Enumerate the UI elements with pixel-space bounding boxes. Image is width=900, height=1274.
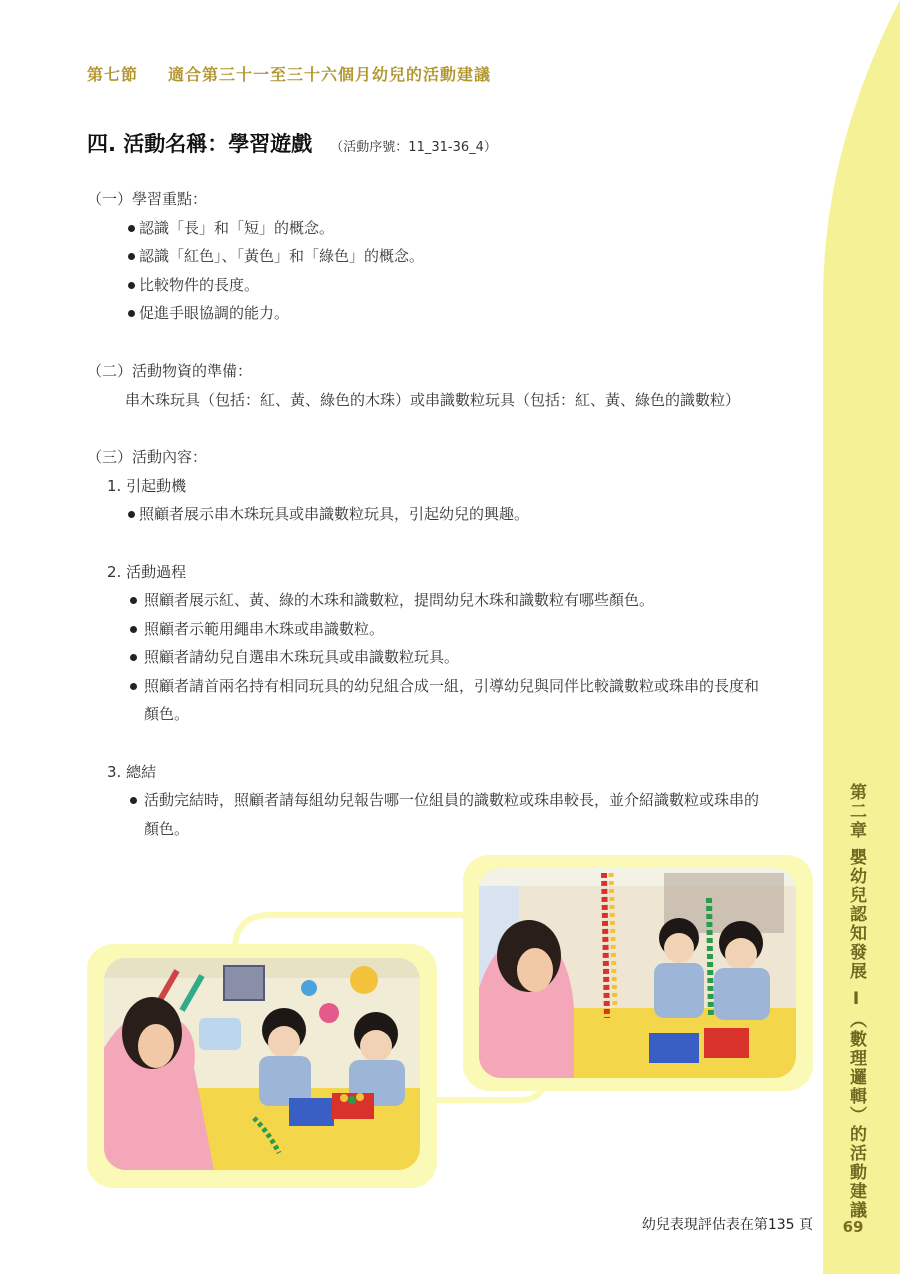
page-number: 69 <box>842 1218 864 1236</box>
learning-focus-heading: （一）學習重點： <box>87 190 208 208</box>
list-item: 照顧者請首兩名持有相同玩具的幼兒組合成一組，引導幼兒與同伴比較識數粒或珠串的長度和 <box>87 672 820 701</box>
materials-section <box>87 357 820 414</box>
list-item: 照顧者展示串木珠玩具或串識數粒玩具，引起幼兒的興趣。 <box>87 500 820 529</box>
section-number: 第七節 <box>87 65 139 84</box>
activity-code: （活動序號：11_31-36_4） <box>330 140 497 155</box>
list-item: 照顧者展示紅、黃、綠的木珠和識數粒，提問幼兒木珠和識數粒有哪些顏色。 <box>87 586 820 615</box>
photo-caregiver-children-beads <box>104 958 420 1170</box>
list-item: 照顧者請幼兒自選串木珠玩具或串識數粒玩具。 <box>87 643 820 672</box>
list-item: 促進手眼協調的能力。 <box>87 299 820 328</box>
list-item: 比較物件的長度。 <box>87 271 820 300</box>
list-item-continuation: 顏色。 <box>144 705 190 723</box>
list-item: 認識「長」和「短」的概念。 <box>87 214 820 243</box>
photo-children-bead-strings <box>479 868 796 1078</box>
activity-title <box>87 128 497 158</box>
footer-note: 幼兒表現評估表在第135 頁 <box>641 1217 813 1233</box>
step-title: 2. 活動過程 <box>107 562 187 581</box>
section-header <box>87 62 491 85</box>
activity-heading: 四. 活動名稱：學習遊戲 <box>87 132 313 156</box>
step-title: 3. 總結 <box>107 762 157 781</box>
list-item: 照顧者示範用繩串木珠或串識數粒。 <box>87 615 820 644</box>
step-title: 1. 引起動機 <box>107 476 187 495</box>
materials-text: 串木珠玩具（包括：紅、黃、綠色的木珠）或串識數粒玩具（包括：紅、黃、綠色的識數粒） <box>125 390 741 409</box>
list-item: 認識「紅色」、「黃色」和「綠色」的概念。 <box>87 242 820 271</box>
content-heading: （三）活動內容： <box>87 448 208 466</box>
content-section <box>87 443 820 843</box>
learning-focus-section <box>87 185 820 328</box>
list-item-continuation: 顏色。 <box>144 819 190 838</box>
list-item: 活動完結時，照顧者請每組幼兒報告哪一位組員的識數粒或珠串較長，並介紹識數粒或珠串的 <box>87 786 820 815</box>
chapter-title: 第二章 嬰幼兒認知發展 Ⅰ（數理邏輯）的活動建議 <box>846 783 866 1220</box>
materials-heading: （二）活動物資的準備： <box>87 362 253 380</box>
section-title: 適合第三十一至三十六個月幼兒的活動建議 <box>168 65 492 84</box>
